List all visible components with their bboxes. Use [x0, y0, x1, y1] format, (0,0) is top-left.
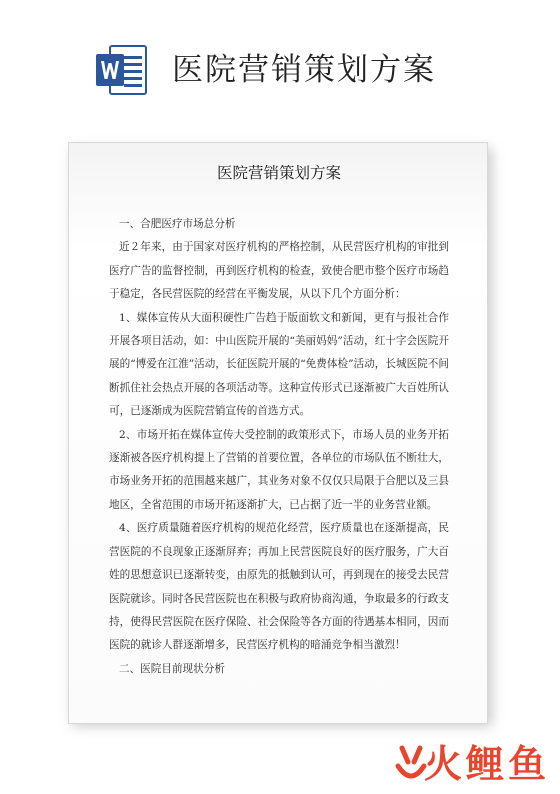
- document-title: 医院营销策划方案: [216, 164, 341, 182]
- paragraph-intro: 近２年来，由于国家对医疗机构的严格控制，从民营医疗机构的审批到医疗广告的监督控制，再到医疗机构的检查，致使合肥市整个医疗市场趋于稳定，各民营医院的经营在平衡发展，从以下几个方面分析：: [109, 241, 449, 301]
- watermark-text: 火鲤鱼: [424, 742, 551, 786]
- section-heading-2: 二、医院目前现状分析: [119, 662, 225, 675]
- paragraph-quality: 4、医疗质量随着医疗机构的规范化经营，医疗质量也在逐渐提高，民营医院的不良现象正逐渐屏弃；再加上民营医院良好的医疗服务，广大百姓的思想意识已逐渐转变，由原先的抵触到认可，再到现在的接受去民营医院就诊。同时各民营医院也在积极与政府协商沟通，争取最多的行政支持，使得民营医院在医疗保险、社会保险等各方面的待遇基本相同，因而医院的就诊人群逐渐增多，民营医疗机构的暗涌竞争相当激烈！: [109, 522, 449, 652]
- header-title: 医院营销策划方案: [172, 52, 436, 88]
- fish-logo-icon: [394, 742, 428, 788]
- document-page: [68, 142, 488, 724]
- paragraph-media: 1、媒体宣传从大面积硬性广告趋于版面软文和新闻，更有与报社合作开展各项目活动，如：中山医院开展的“美丽妈妈”活动，红十字会医院开展的“博爱在江淮”活动，长征医院开展的“免费体检”活动，长城医院不间断抓住社会热点开展的各项活动等。这种宣传形式已逐渐被广大百姓所认可，已逐渐成为医院营销宣传的首选方式。: [109, 311, 449, 418]
- section-heading-1: 一、合肥医疗市场总分析: [119, 218, 236, 230]
- document-body: [109, 213, 449, 681]
- header: [0, 0, 560, 130]
- paragraph-market: 2、市场开拓在媒体宣传大受控制的政策形式下，市场人员的业务开拓逐渐被各医疗机构提上了营销的首要位置，各单位的市场队伍不断壮大，市场业务开拓的范围越来越广，其业务对象不仅仅只局限于合肥以及三县地区，全省范围的市场开拓逐渐扩大，已占据了近一半的业务营业额。: [109, 428, 449, 511]
- word-document-icon: [94, 42, 150, 98]
- watermark-logo: [394, 740, 554, 790]
